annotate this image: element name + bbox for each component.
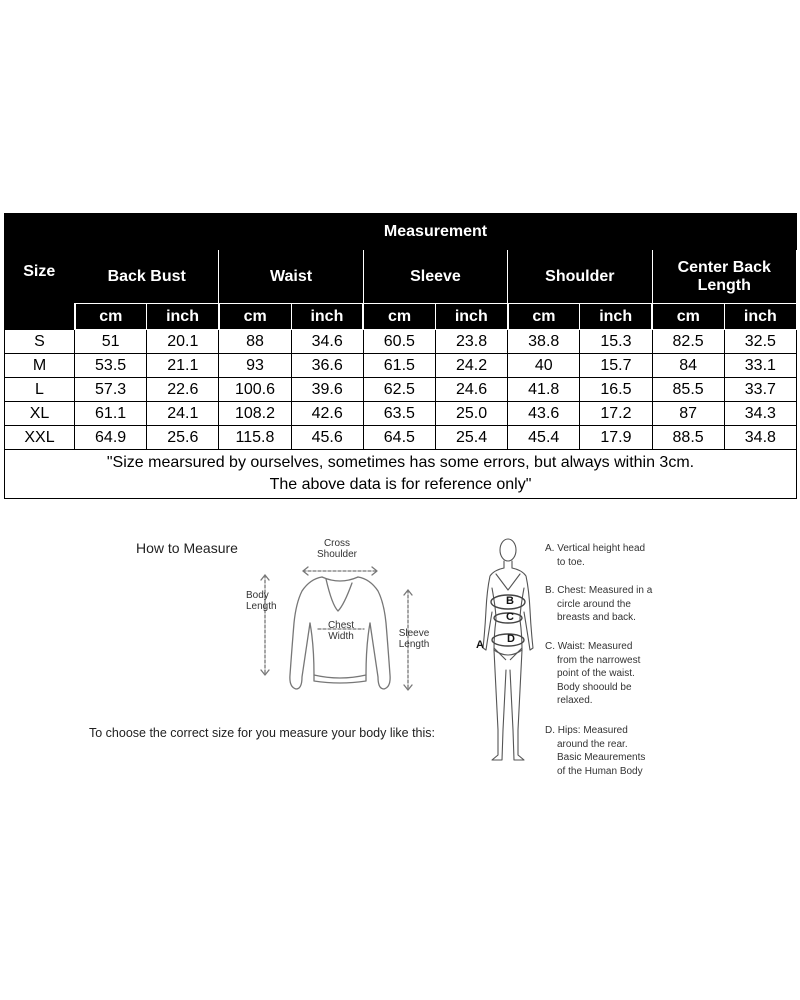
value-cell: 33.1 — [724, 354, 796, 378]
unit-header-inch: inch — [435, 304, 507, 330]
unit-row — [5, 304, 797, 330]
column-header-back-bust: Back Bust — [75, 250, 219, 304]
value-cell: 45.6 — [291, 426, 363, 450]
unit-header-inch: inch — [724, 304, 796, 330]
value-cell: 63.5 — [363, 402, 435, 426]
footnote-line-1: "Size mearsured by ourselves, sometimes has some errors, but always within 3cm. — [106, 454, 695, 471]
value-cell: 41.8 — [508, 378, 580, 402]
unit-header-cm: cm — [219, 304, 291, 330]
value-cell: 85.5 — [652, 378, 724, 402]
body-figure-diagram — [470, 530, 540, 775]
legend-a: A. Vertical height head to toe. — [545, 543, 646, 568]
table-row — [5, 354, 797, 378]
table-row — [5, 426, 797, 450]
value-cell: 42.6 — [291, 402, 363, 426]
table-footnote — [5, 450, 797, 499]
value-cell: 17.9 — [580, 426, 652, 450]
unit-header-inch: inch — [147, 304, 219, 330]
value-cell: 33.7 — [724, 378, 796, 402]
value-cell: 32.5 — [724, 330, 796, 354]
value-cell: 39.6 — [291, 378, 363, 402]
value-cell: 16.5 — [580, 378, 652, 402]
value-cell: 24.1 — [147, 402, 219, 426]
value-cell: 23.8 — [435, 330, 507, 354]
unit-header-cm: cm — [75, 304, 147, 330]
column-header-center-back-length: Center Back Length — [652, 250, 797, 304]
unit-header-inch: inch — [291, 304, 363, 330]
value-cell: 84 — [652, 354, 724, 378]
table-row — [5, 330, 797, 354]
legend-d: D. Hips: Measured around the rear. Basic Meaurements of the Human Body — [545, 725, 646, 777]
value-cell: 34.8 — [724, 426, 796, 450]
legend-c: C. Waist: Measured from the narrowest point of the waist. Body shoould be relaxed. — [545, 641, 641, 706]
body-marker-d: D — [507, 633, 515, 645]
value-cell: 82.5 — [652, 330, 724, 354]
value-cell: 20.1 — [147, 330, 219, 354]
value-cell: 25.0 — [435, 402, 507, 426]
value-cell: 61.1 — [75, 402, 147, 426]
value-cell: 87 — [652, 402, 724, 426]
value-cell: 108.2 — [219, 402, 291, 426]
body-marker-b: B — [506, 595, 514, 607]
column-header-sleeve: Sleeve — [363, 250, 507, 304]
chest-width-label: Chest Width — [327, 620, 355, 642]
value-cell: 115.8 — [219, 426, 291, 450]
value-cell: 61.5 — [363, 354, 435, 378]
legend-b: B. Chest: Measured in a circle around the breasts and back. — [545, 585, 653, 623]
value-cell: 24.6 — [435, 378, 507, 402]
value-cell: 34.6 — [291, 330, 363, 354]
value-cell: 93 — [219, 354, 291, 378]
measurement-header: Measurement — [75, 214, 797, 250]
size-cell: XXL — [5, 426, 75, 450]
value-cell: 43.6 — [508, 402, 580, 426]
size-header: Size — [5, 214, 75, 330]
value-cell: 100.6 — [219, 378, 291, 402]
unit-header-inch: inch — [580, 304, 652, 330]
size-cell: S — [5, 330, 75, 354]
value-cell: 25.6 — [147, 426, 219, 450]
body-marker-a: A — [476, 639, 484, 651]
body-length-label: Body Length — [246, 590, 277, 612]
value-cell: 64.5 — [363, 426, 435, 450]
value-cell: 53.5 — [75, 354, 147, 378]
size-chart-table — [4, 213, 797, 499]
value-cell: 40 — [508, 354, 580, 378]
unit-header-cm: cm — [508, 304, 580, 330]
table-row — [5, 378, 797, 402]
value-cell: 88 — [219, 330, 291, 354]
size-cell: L — [5, 378, 75, 402]
size-cell: XL — [5, 402, 75, 426]
value-cell: 38.8 — [508, 330, 580, 354]
unit-header-cm: cm — [652, 304, 724, 330]
value-cell: 64.9 — [75, 426, 147, 450]
value-cell: 17.2 — [580, 402, 652, 426]
value-cell: 62.5 — [363, 378, 435, 402]
value-cell: 22.6 — [147, 378, 219, 402]
value-cell: 88.5 — [652, 426, 724, 450]
measure-instruction: To choose the correct size for you measure your body like this: — [89, 726, 435, 740]
value-cell: 51 — [75, 330, 147, 354]
footnote-line-2: The above data is for reference only" — [269, 476, 532, 493]
value-cell: 36.6 — [291, 354, 363, 378]
value-cell: 34.3 — [724, 402, 796, 426]
value-cell: 15.3 — [580, 330, 652, 354]
column-header-shoulder: Shoulder — [508, 250, 652, 304]
value-cell: 60.5 — [363, 330, 435, 354]
size-cell: M — [5, 354, 75, 378]
table-body — [5, 330, 797, 450]
column-header-waist: Waist — [219, 250, 363, 304]
unit-header-cm: cm — [363, 304, 435, 330]
value-cell: 25.4 — [435, 426, 507, 450]
cross-shoulder-label: Cross Shoulder — [316, 538, 358, 560]
value-cell: 24.2 — [435, 354, 507, 378]
value-cell: 57.3 — [75, 378, 147, 402]
table-row — [5, 402, 797, 426]
how-to-measure-title: How to Measure — [136, 540, 238, 556]
body-marker-c: C — [506, 611, 514, 623]
value-cell: 45.4 — [508, 426, 580, 450]
value-cell: 21.1 — [147, 354, 219, 378]
sleeve-length-label: Sleeve Length — [398, 628, 430, 650]
value-cell: 15.7 — [580, 354, 652, 378]
